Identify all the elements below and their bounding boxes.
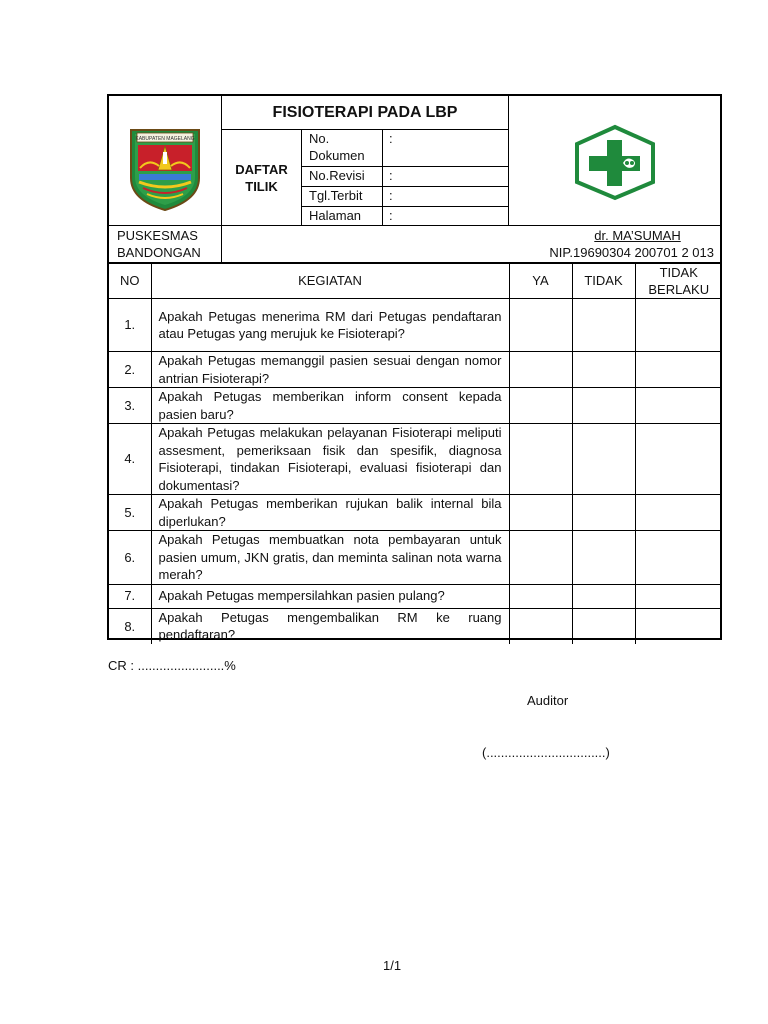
answer-ya-cell[interactable] [509, 495, 572, 531]
row-question: Apakah Petugas mempersilahkan pasien pulang? [151, 584, 509, 608]
table-row [109, 495, 722, 531]
auditor-label: Auditor [527, 693, 569, 708]
header-no: NO [109, 264, 151, 299]
answer-tidak-cell[interactable] [572, 608, 635, 644]
row-question: Apakah Petugas membuatkan nota pembayaran untuk pasien umum, JKN gratis, dan meminta salinan nota warna merah? [151, 531, 509, 585]
row-number: 6. [109, 531, 151, 585]
table-row [109, 388, 722, 424]
compliance-rate: CR : ........................% [108, 658, 236, 673]
auditor-signature-line: (.................................) [482, 745, 610, 760]
answer-ya-cell[interactable] [509, 424, 572, 495]
header-kegiatan: KEGIATAN [151, 264, 509, 299]
row-number: 7. [109, 584, 151, 608]
meta-value-halaman: : [389, 208, 393, 223]
table-row [109, 424, 722, 495]
header-ya: YA [509, 264, 572, 299]
row-question: Apakah Petugas memanggil pasien sesuai dengan nomor antrian Fisioterapi? [151, 352, 509, 388]
regency-crest-logo [109, 96, 221, 225]
document-header [107, 94, 722, 264]
page-number: 1/1 [383, 958, 402, 973]
meta-value-no-dokumen: : [389, 131, 393, 146]
head-nip: NIP.19690304 200701 2 013 [549, 245, 714, 260]
head-of-puskesmas [509, 227, 714, 263]
answer-tidak-cell[interactable] [572, 495, 635, 531]
answer-tidak-berlaku-cell[interactable] [635, 388, 722, 424]
answer-tidak-cell[interactable] [572, 584, 635, 608]
header-tidak-berlaku: TIDAK BERLAKU [635, 264, 722, 299]
puskesmas-logo [509, 96, 720, 225]
organization-name [117, 227, 221, 263]
answer-tidak-berlaku-cell[interactable] [635, 608, 722, 644]
answer-tidak-cell[interactable] [572, 531, 635, 585]
table-row [109, 531, 722, 585]
row-question: Apakah Petugas melakukan pelayanan Fisioterapi meliputi assesment, pemeriksaan fisik dan spesifik, diagnosa Fisioterapi, tindakan Fisioterapi, evaluasi fisioterapi dan dokumentasi? [151, 424, 509, 495]
document-type-line1: DAFTAR [235, 161, 288, 177]
row-number: 8. [109, 608, 151, 644]
meta-label-no-dokumen: No. Dokumen [309, 131, 365, 163]
answer-tidak-berlaku-cell[interactable] [635, 584, 722, 608]
organization-line1: PUSKESMAS [117, 228, 198, 243]
answer-ya-cell[interactable] [509, 608, 572, 644]
answer-tidak-berlaku-cell[interactable] [635, 424, 722, 495]
table-row [109, 352, 722, 388]
row-number: 5. [109, 495, 151, 531]
answer-tidak-berlaku-cell[interactable] [635, 299, 722, 352]
checklist-table [107, 264, 722, 643]
table-row [109, 299, 722, 352]
row-question: Apakah Petugas mengembalikan RM ke ruang pendaftaran? [151, 608, 509, 644]
row-number: 1. [109, 299, 151, 352]
document-type [222, 130, 301, 225]
row-question: Apakah Petugas memberikan rujukan balik internal bila diperlukan? [151, 495, 509, 531]
row-number: 3. [109, 388, 151, 424]
meta-label-halaman: Halaman [309, 208, 362, 223]
meta-value-no-revisi: : [389, 168, 393, 183]
header-tidak: TIDAK [572, 264, 635, 299]
answer-tidak-berlaku-cell[interactable] [635, 495, 722, 531]
answer-tidak-cell[interactable] [572, 299, 635, 352]
row-question: Apakah Petugas memberikan inform consent kepada pasien baru? [151, 388, 509, 424]
row-question: Apakah Petugas menerima RM dari Petugas pendaftaran atau Petugas yang merujuk ke Fisioterapi? [151, 299, 509, 352]
meta-label-tgl-terbit: Tgl.Terbit [309, 188, 363, 203]
answer-ya-cell[interactable] [509, 352, 572, 388]
organization-line2: BANDONGAN [117, 245, 201, 260]
answer-tidak-cell[interactable] [572, 388, 635, 424]
document-type-line2: TILIK [245, 178, 278, 194]
answer-tidak-cell[interactable] [572, 424, 635, 495]
svg-text:KABUPATEN MAGELANG: KABUPATEN MAGELANG [135, 136, 195, 142]
answer-ya-cell[interactable] [509, 584, 572, 608]
answer-ya-cell[interactable] [509, 388, 572, 424]
row-number: 2. [109, 352, 151, 388]
answer-ya-cell[interactable] [509, 299, 572, 352]
answer-tidak-berlaku-cell[interactable] [635, 531, 722, 585]
answer-tidak-berlaku-cell[interactable] [635, 352, 722, 388]
row-number: 4. [109, 424, 151, 495]
document-title: FISIOTERAPI PADA LBP [272, 104, 458, 121]
answer-ya-cell[interactable] [509, 531, 572, 585]
meta-label-no-revisi: No.Revisi [309, 168, 365, 183]
table-row [109, 608, 722, 644]
head-name: dr. MA’SUMAH [594, 228, 681, 243]
answer-tidak-cell[interactable] [572, 352, 635, 388]
table-row [109, 584, 722, 608]
meta-value-tgl-terbit: : [389, 188, 393, 203]
table-header-row [109, 264, 722, 299]
